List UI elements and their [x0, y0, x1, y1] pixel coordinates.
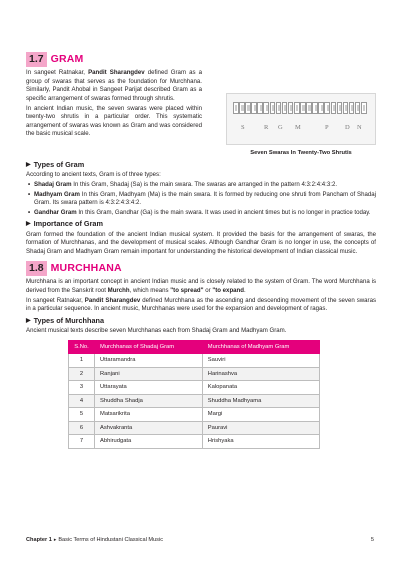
- triangle-bullet-icon: ▶: [26, 221, 31, 227]
- shruti-key: [263, 102, 269, 114]
- types-of-gram-heading: ▶ Types of Gram: [26, 159, 85, 169]
- murchhana-table: [68, 340, 320, 449]
- shruti-key: [282, 102, 288, 114]
- bullet-dot-icon: •: [28, 181, 31, 188]
- swara-label: P: [325, 124, 329, 131]
- types-of-murchhana-heading: ▶ Types of Murchhana: [26, 315, 105, 325]
- table-cell: 5: [69, 408, 95, 422]
- triangle-bullet-icon: ▶: [26, 161, 31, 168]
- page-content: [26, 52, 376, 449]
- table-cell: Pauravi: [202, 421, 319, 435]
- table-header-madhyam: Murchhanas of Madhyam Gram: [202, 340, 319, 354]
- list-item: • Gandhar Gram In this Gram, Gandhar (Ga) is the main swara. It was used in ancient times but is no longer in practice today.: [28, 208, 371, 216]
- footer-arrow-icon: ▸: [53, 537, 57, 543]
- gram-intro-text: [26, 69, 202, 158]
- swara-label: N: [357, 124, 362, 131]
- table-row: [69, 354, 320, 368]
- table-header-sno: S.No.: [69, 340, 95, 354]
- bullet-dot-icon: •: [28, 190, 31, 198]
- shruti-keys: [233, 102, 367, 114]
- page-number: 5: [370, 537, 374, 543]
- shruti-key: [355, 102, 361, 114]
- figure-caption: Seven Swaras In Twenty-Two Shrutis: [250, 150, 352, 156]
- gram-paragraph-2: In ancient Indian music, the seven swaras were placed within twenty-two shrutis in a particular order. This systematic arrangement of swaras was known as Gram and was considered the basic musical scale.: [26, 104, 202, 137]
- table-row: [69, 394, 320, 408]
- shruti-key: [294, 102, 300, 114]
- swara-label: G: [278, 124, 283, 131]
- table-cell: 1: [69, 354, 95, 368]
- bullet-dot-icon: •: [28, 208, 31, 216]
- gram-types-list: [28, 181, 376, 217]
- table-header-shadaj: Murchhanas of Shadaj Gram: [95, 340, 203, 354]
- section-number: 1.7: [26, 52, 47, 67]
- table-row: [69, 381, 320, 395]
- table-cell: 3: [69, 381, 95, 395]
- shruti-key: [312, 102, 318, 114]
- shruti-key: [331, 102, 337, 114]
- importance-of-gram-text: Gram formed the foundation of the ancient Indian musical system. It provided the basis for the arrangement of swaras, the formation of Murchhanas, and the development of musical scales. Although Gandhar Gram is no longer in use, the concepts of Shadaj Gram and Madhyam Gram remain important for understanding the historical development of Indian classical music.: [26, 230, 376, 255]
- table-cell: Shuddha Shadja: [95, 394, 203, 408]
- shruti-keyboard-illustration: [226, 93, 376, 145]
- table-cell: 2: [69, 367, 95, 381]
- shruti-key: [324, 102, 330, 114]
- table-cell: Margi: [202, 408, 319, 422]
- section-title: MURCHHANA: [50, 262, 122, 275]
- shruti-key: [251, 102, 257, 114]
- shruti-key: [245, 102, 251, 114]
- gram-intro-block: [26, 69, 376, 158]
- section-heading-gram: [26, 52, 376, 67]
- table-cell: Abhirudgata: [95, 435, 203, 449]
- swara-label: R: [264, 124, 269, 131]
- page-footer: [26, 536, 374, 545]
- section-number: 1.8: [26, 261, 47, 276]
- section-heading-murchhana: [26, 261, 376, 276]
- table-cell: Shuddha Madhyama: [202, 394, 319, 408]
- types-of-gram-intro: According to ancient texts, Gram is of three types:: [26, 171, 161, 178]
- swara-label: M: [295, 124, 301, 131]
- table-cell: Uttaramandra: [95, 354, 203, 368]
- shruti-figure: [226, 93, 376, 158]
- table-cell: Kalopanata: [202, 381, 319, 395]
- swara-labels: [227, 124, 377, 136]
- section-title: GRAM: [50, 53, 84, 66]
- shruti-key: [361, 102, 367, 114]
- table-row: [69, 421, 320, 435]
- table-cell: 7: [69, 435, 95, 449]
- footer-chapter: Chapter 1 ▸ Basic Terms of Hindustani Classical Music: [26, 537, 163, 543]
- swara-label: S: [241, 124, 245, 131]
- shruti-key: [300, 102, 306, 114]
- shruti-key: [318, 102, 324, 114]
- list-item: • Shadaj Gram In this Gram, Shadaj (Sa) is the main swara. The swaras are arranged in the pattern 4:3:2:4:4:3:2.: [28, 181, 338, 188]
- murchhana-paragraph-2: In sangeet Ratnakar, Pandit Sharangdev defined Murchhana as the ascending and descending movement of the seven swaras in a particular sequence. In ancient music, Murchhanas were used for the expansion and development of ragas.: [26, 296, 377, 312]
- types-of-murchhana-intro: Ancient musical texts describe seven Murchhanas each from Shadaj Gram and Madhyam Gram.: [26, 327, 287, 334]
- table-row: [69, 367, 320, 381]
- table-cell: Uttarayata: [95, 381, 203, 395]
- table-cell: Sauviri: [202, 354, 319, 368]
- shruti-key: [257, 102, 263, 114]
- swara-label: D: [345, 124, 350, 131]
- importance-of-gram-heading: ▶ Importance of Gram: [26, 219, 103, 228]
- table-row: [69, 435, 320, 449]
- table-row: [69, 408, 320, 422]
- list-item: • Madhyam Gram In this Gram, Madhyam (Ma) is the main swara. It is formed by reducing one shruti from Pancham of Shadaj Gram. Its swara pattern is 4:3:2:4:3:4:2.: [28, 190, 377, 206]
- table-cell: 4: [69, 394, 95, 408]
- shruti-key: [337, 102, 343, 114]
- shruti-key: [270, 102, 276, 114]
- table-cell: Ranjani: [95, 367, 203, 381]
- shruti-key: [343, 102, 349, 114]
- shruti-key: [239, 102, 245, 114]
- table-cell: 6: [69, 421, 95, 435]
- table-cell: Harinashva: [202, 367, 319, 381]
- table-cell: Hrishyaka: [202, 435, 319, 449]
- triangle-bullet-icon: ▶: [26, 317, 31, 324]
- gram-paragraph-1: In sangeet Ratnakar, Pandit Sharangdev defined Gram as a group of swaras that serves as the foundation for Murchhana. Similarly, Pandit Ahobal in Sangeet Parijat described Gram as a specific arrangement of swaras formed through shrutis.: [26, 69, 202, 102]
- shruti-key: [233, 102, 239, 114]
- table-cell: Ashvakranta: [95, 421, 203, 435]
- shruti-key: [349, 102, 355, 114]
- table-cell: Matsarikrita: [95, 408, 203, 422]
- shruti-key: [306, 102, 312, 114]
- shruti-key: [288, 102, 294, 114]
- murchhana-paragraph-1: Murchhana is an important concept in ancient Indian music and is closely related to the system of Gram. The word Murchhana is derived from the Sanskrit root Murchh, which means "to spread" or "to expand.: [26, 278, 376, 294]
- table-header-row: [69, 340, 320, 354]
- shruti-key: [276, 102, 282, 114]
